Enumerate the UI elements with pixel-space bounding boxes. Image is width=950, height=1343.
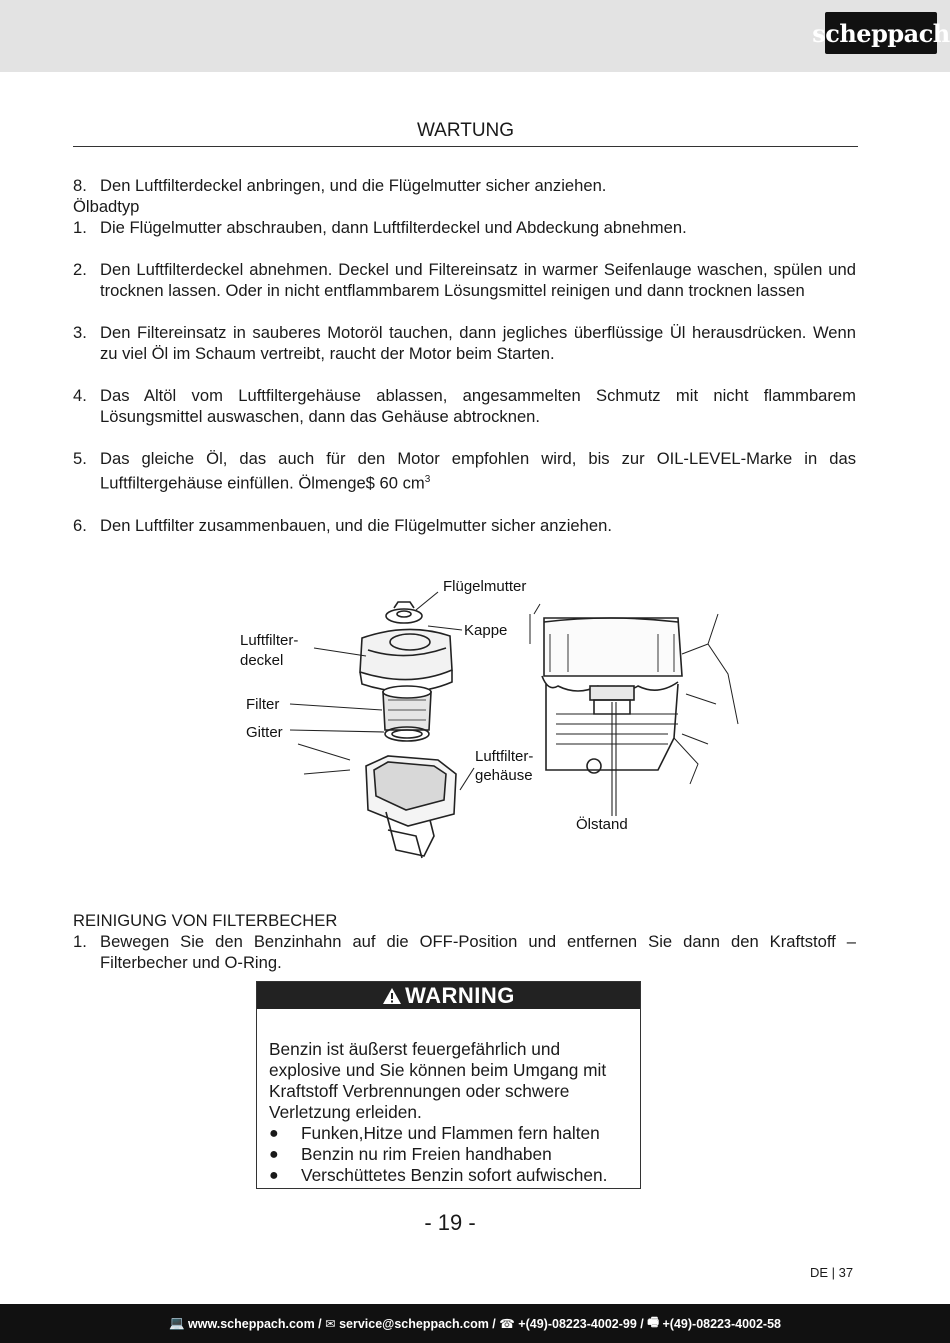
warning-text: Benzin ist äußerst feuergefährlich und explosive und Sie können beim Umgang mit Kraftstoff Verbrennungen oder schwere Verletzung erleiden.	[269, 1039, 607, 1122]
brand-logo: scheppach	[825, 12, 937, 54]
warning-box	[256, 981, 641, 1189]
subheading: Ölbadtyp	[73, 197, 140, 216]
item-number: 4.	[73, 386, 87, 405]
footer-phone: +(49)-08223-4002-99	[518, 1316, 637, 1331]
footer-bar	[0, 1304, 950, 1343]
label-cover-line2: deckel	[240, 652, 284, 669]
list-item	[73, 175, 856, 196]
list-item	[73, 322, 856, 364]
instructions-block	[73, 175, 856, 536]
bullet-dot-icon: ●	[269, 1167, 279, 1184]
bullet-dot-icon: ●	[269, 1125, 279, 1142]
bullet-dot-icon: ●	[269, 1146, 279, 1163]
warning-bullet	[269, 1165, 630, 1186]
page-code: DE | 37	[810, 1265, 854, 1280]
label-housing-line2: gehäuse	[475, 767, 533, 784]
page-number: - 19 -	[424, 1210, 476, 1235]
item-number: 5.	[73, 449, 87, 468]
list-item	[73, 931, 856, 973]
footer-separator: /	[488, 1316, 500, 1331]
list-item	[73, 448, 856, 494]
phone-icon: ☎	[499, 1317, 519, 1331]
warning-header	[257, 982, 640, 1009]
fax-icon: 🖷	[647, 1315, 663, 1329]
bullet-text: Funken,Hitze und Flammen fern halten	[301, 1123, 600, 1143]
item-number: 3.	[73, 323, 87, 342]
warning-bullet	[269, 1144, 630, 1165]
label-wing-nut: Flügelmutter	[443, 578, 527, 595]
superscript: 3	[424, 474, 431, 485]
label-filter: Filter	[246, 696, 280, 713]
item-text: Den Filtereinsatz in sauberes Motoröl tauchen, dann jegliches überflüssige Ül herausdrücken. Wenn zu viel Öl im Schaum vertreibt, raucht der Motor beim Starten.	[100, 323, 856, 363]
item-text: Den Luftfilter zusammenbauen, und die Flügelmutter sicher anziehen.	[100, 515, 612, 535]
list-item	[73, 259, 856, 301]
email-icon: ✉	[325, 1317, 340, 1331]
item-number: 2.	[73, 260, 87, 279]
list-item	[73, 217, 856, 238]
label-cap: Kappe	[464, 622, 508, 639]
footer-fax: +(49)-08223-4002-58	[662, 1316, 781, 1331]
item-number: 8.	[73, 176, 87, 195]
item-number: 6.	[73, 515, 87, 535]
header-bar	[0, 0, 950, 72]
footer-separator: /	[314, 1316, 326, 1331]
list-item	[73, 385, 856, 427]
list-item	[73, 515, 856, 536]
item-number: 1.	[73, 218, 87, 237]
label-cover-line1: Luftfilter-	[240, 632, 299, 649]
warning-triangle-icon	[382, 987, 402, 1005]
label-grid: Gitter	[246, 724, 283, 741]
section-title: WARTUNG	[73, 120, 858, 147]
item-text: Die Flügelmutter abschrauben, dann Luftfilterdeckel und Abdeckung abnehmen.	[100, 218, 687, 237]
item-text	[100, 448, 856, 494]
label-housing-line1: Luftfilter-	[475, 748, 534, 765]
warning-body	[257, 1009, 640, 1186]
computer-icon: 💻	[168, 1316, 189, 1330]
warning-title: WARNING	[405, 982, 515, 1008]
cleaning-heading: REINIGUNG VON FILTERBECHER	[73, 911, 338, 930]
item-number: 1.	[73, 932, 87, 951]
exploded-view-drawing	[238, 574, 748, 874]
air-filter-diagram	[238, 574, 748, 874]
footer-email[interactable]: service@scheppach.com	[339, 1316, 489, 1331]
footer-separator: /	[636, 1316, 648, 1331]
item-text: Den Luftfilterdeckel abnehmen. Deckel und Filtereinsatz in warmer Seifenlauge waschen, spülen und trocknen lassen. Oder in nicht entflammbarem Lösungsmittel reinigen und dann trocknen lassen	[100, 260, 856, 300]
item-text: Das Altöl vom Luftfiltergehäuse ablassen, angesammelten Schmutz mit nicht flammbarem Lösungsmittel auswaschen, dann das Gehäuse abtrocknen.	[100, 386, 856, 426]
item-text: Bewegen Sie den Benzinhahn auf die OFF-Position und entfernen Sie dann den Kraftstoff –Filterbecher und O-Ring.	[100, 932, 856, 972]
bullet-text: Benzin nu rim Freien handhaben	[301, 1144, 552, 1164]
item-text-main: Das gleiche Öl, das auch für den Motor empfohlen wird, bis zur OIL-LEVEL-Marke in das Luftfiltergehäuse einfüllen. Ölmenge$ 60 cm	[100, 449, 856, 493]
cleaning-block	[73, 910, 856, 973]
bullet-text: Verschüttetes Benzin sofort aufwischen.	[301, 1165, 608, 1185]
item-text: Den Luftfilterdeckel anbringen, und die Flügelmutter sicher anziehen.	[100, 176, 607, 195]
label-oil-level: Ölstand	[576, 816, 628, 833]
footer-website[interactable]: www.scheppach.com	[188, 1316, 315, 1331]
warning-bullet	[269, 1123, 630, 1144]
